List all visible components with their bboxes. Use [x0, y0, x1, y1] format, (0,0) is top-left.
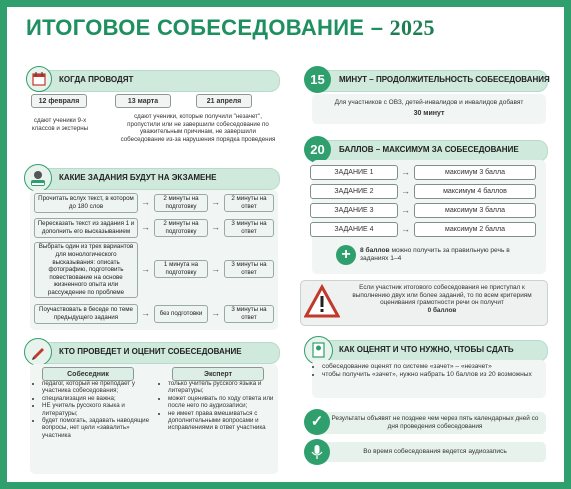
expert-title: Эксперт [172, 367, 264, 381]
points-bonus-rest: можно получить за правильную речь в заданиях 1–4 [360, 247, 510, 262]
list-item: • чтобы получить «зачет», нужно набрать 10 баллов из 20 возможных [322, 371, 552, 379]
duration-extra: 30 минут [413, 110, 445, 117]
duration-header [312, 70, 548, 92]
duration-note: Для участников с ОВЗ, детей-инвалидов и инвалидов добавят [334, 99, 524, 106]
arrow-right-icon: → [141, 197, 150, 207]
points-max-1: максимум 3 балла [414, 165, 536, 180]
arrow-right-icon: → [211, 308, 220, 318]
task-row-1-prep: 2 минуты на подготовку [154, 194, 208, 212]
who-header-label: КТО ПРОВЕДЕТ И ОЦЕНИТ СОБЕСЕДОВАНИЕ [59, 347, 242, 356]
date-feb: 12 февраля [31, 94, 87, 108]
duration-number-badge [304, 66, 331, 93]
duration-header-label: МИНУТ – ПРОДОЛЖИТЕЛЬНОСТЬ СОБЕСЕДОВАНИЯ [339, 75, 550, 84]
microphone-icon [304, 439, 330, 465]
arrow-right-icon: → [211, 222, 220, 232]
task-row-4-answer: 3 минуты на ответ [224, 305, 274, 323]
points-bonus-bold: 8 баллов [360, 247, 390, 254]
list-item: • не имеет права вмешиваться с дополнительными вопросами и исправлениями в ответ участника [168, 410, 286, 432]
points-number-badge [304, 136, 331, 163]
grading-header-label: КАК ОЦЕНЯТ И ЧТО НУЖНО, ЧТОБЫ СДАТЬ [339, 345, 514, 354]
tasks-header-label: КАКИЕ ЗАДАНИЯ БУДУТ НА ЭКЗАМЕНЕ [59, 173, 217, 182]
task-row-1-desc: Прочитать вслух текст, в котором до 180 слов [34, 193, 138, 213]
when-header [30, 70, 280, 92]
arrow-right-icon: → [141, 264, 150, 274]
when-note-first: сдают ученики 9-х классов и экстерны [31, 117, 89, 132]
task-row-2-answer: 3 минуты на ответ [224, 219, 274, 237]
list-item: • НЕ учитель русского языка и литературы; [42, 402, 154, 417]
arrow-right-icon: → [141, 222, 150, 232]
date-apr: 21 апреля [196, 94, 252, 108]
task-row-2-prep: 2 минуты на подготовку [154, 219, 208, 237]
points-max-2: максимум 4 баллов [414, 184, 536, 199]
calendar-icon [26, 66, 52, 92]
task-row-2-desc: Пересказать текст из задания 1 и дополнить его высказыванием [34, 218, 138, 238]
when-note-retake: сдают ученики, которые получили "незачет", пропустили или не завершили собеседование по уважительным причинам, не завершили собеседование из-за нарушения порядка проведения [120, 113, 276, 143]
points-header [312, 140, 548, 162]
task-row-1-answer: 2 минуты на ответ [224, 194, 274, 212]
arrow-right-icon: → [141, 308, 150, 318]
points-bonus [360, 247, 520, 262]
task-row-4-prep: без подготовки [154, 305, 208, 323]
list-item: • будет помогать, задавать наводящие вопросы, нет цели «завалить» участника [42, 417, 154, 439]
task-row-3-answer: 3 минуты на ответ [224, 260, 274, 278]
title-year: 2025 [389, 15, 435, 40]
arrow-right-icon: → [401, 205, 410, 215]
list-item: • только учитель русского языка и литературы; [168, 380, 286, 395]
who-header [30, 342, 280, 364]
interlocutor-list [30, 380, 154, 439]
grading-list [310, 363, 552, 379]
student-icon [24, 164, 52, 192]
points-header-label: БАЛЛОВ – МАКСИМУМ ЗА СОБЕСЕДОВАНИЕ [339, 145, 519, 154]
plus-icon: + [336, 245, 356, 265]
warning-text [344, 284, 540, 314]
tasks-header [30, 168, 280, 190]
audio-text: Во время собеседования ведется аудиозапись [363, 448, 507, 455]
list-item: • педагог, который не преподает у участника собеседования; [42, 380, 154, 395]
arrow-right-icon: → [401, 224, 410, 234]
arrow-right-icon: → [401, 186, 410, 196]
warning-body: Если участник итогового собеседования не приступал к выполнению двух или более заданий, то по всем критериям оценивания грамотности речи он получит [352, 284, 532, 307]
duration-number: 15 [310, 72, 325, 87]
interlocutor-title: Собеседник [42, 367, 134, 381]
points-max-3: максимум 3 балла [414, 203, 536, 218]
points-task-4: ЗАДАНИЕ 4 [310, 222, 398, 237]
expert-list [158, 380, 286, 432]
grading-header [312, 340, 548, 362]
list-item: • собеседование оценят по системе «зачет» – «незачет» [322, 363, 552, 371]
task-row-3-desc: Выбрать один из трех вариантов для монологического высказывания: описать фотографию, подготовить повествование на основе жизненного опыта или рассуждение по проблеме [34, 242, 138, 298]
task-row-3-prep: 1 минута на подготовку [154, 260, 208, 278]
pencil-icon [24, 338, 52, 366]
arrow-right-icon: → [211, 264, 220, 274]
when-header-label: КОГДА ПРОВОДЯТ [59, 75, 134, 84]
arrow-right-icon: → [211, 197, 220, 207]
points-task-3: ЗАДАНИЕ 3 [310, 203, 398, 218]
results-text: Результаты объявят не позднее чем через пять календарных дней со дня проведения собеседования [331, 415, 539, 430]
points-max-4: максимум 2 балла [414, 222, 536, 237]
points-task-1: ЗАДАНИЕ 1 [310, 165, 398, 180]
title-main: ИТОГОВОЕ СОБЕСЕДОВАНИЕ – [26, 15, 390, 40]
arrow-right-icon: → [401, 167, 410, 177]
warning-bold: 0 баллов [427, 306, 457, 314]
list-item: • может оценивать по ходу ответа или после него по аудиозаписи; [168, 395, 286, 410]
page-title [26, 15, 435, 41]
list-item: • специализация не важна; [42, 395, 154, 402]
warning-icon [304, 284, 340, 320]
date-mar: 13 марта [115, 94, 171, 108]
points-task-2: ЗАДАНИЕ 2 [310, 184, 398, 199]
checkmark-icon: ✓ [304, 409, 330, 435]
task-row-4-desc: Поучаствовать в беседе по теме предыдущего задания [34, 304, 138, 324]
points-number: 20 [310, 142, 325, 157]
